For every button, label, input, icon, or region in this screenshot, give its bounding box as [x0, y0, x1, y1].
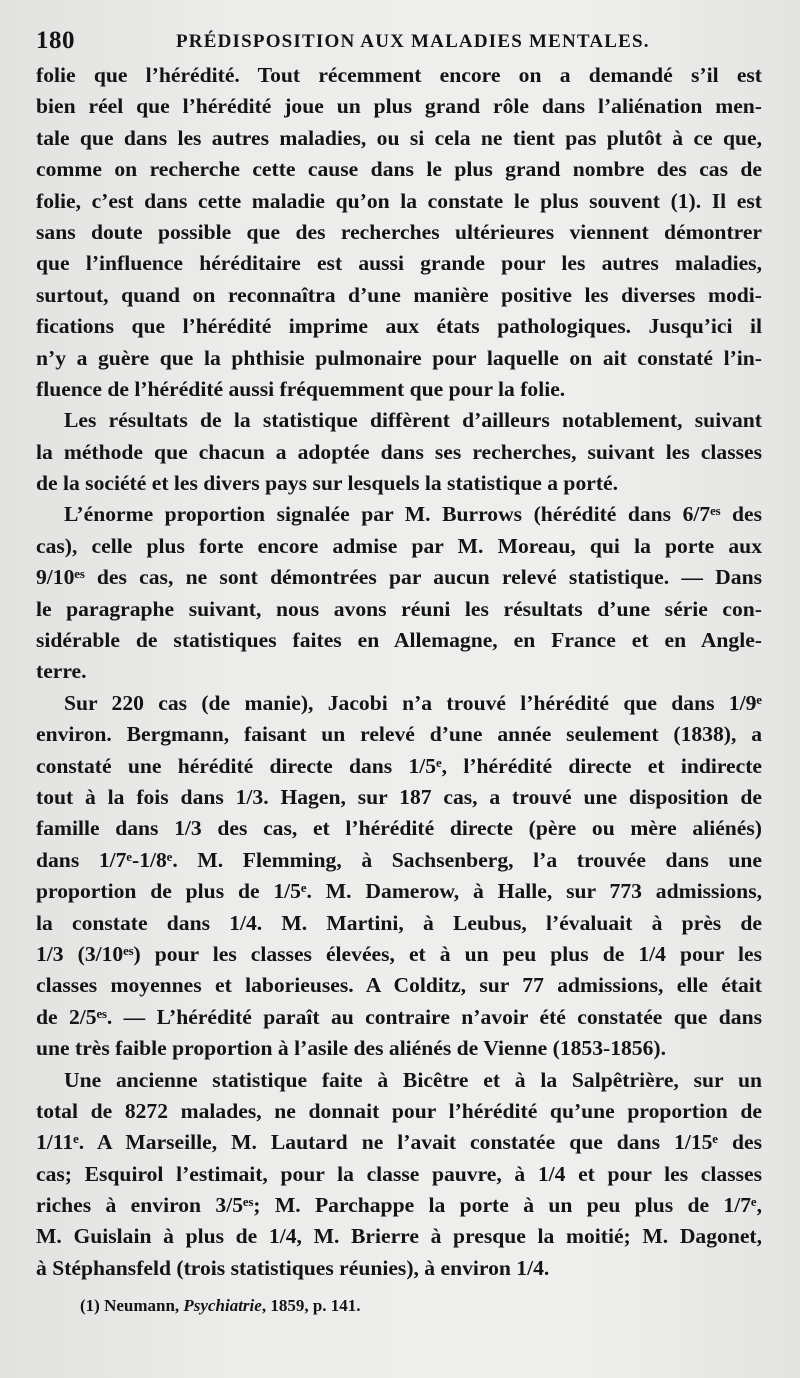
text-line: cas; Esquirol l’estimait, pour la classe pauvre, à 1/4 et pour les classes [36, 1161, 762, 1186]
text-line: dans 1/7ᵉ-1/8ᵉ. M. Flemming, à Sachsenberg, l’a trouvée dans une [36, 847, 762, 872]
footnote-marker: (1) Neumann, [80, 1296, 184, 1315]
text-line: 1/3 (3/10ᵉˢ) pour les classes élevées, et à un peu plus de 1/4 pour les [36, 941, 762, 966]
text-line: bien réel que l’hérédité joue un plus grand rôle dans l’aliénation men- [36, 94, 762, 119]
running-title: PRÉDISPOSITION AUX MALADIES MENTALES. [176, 31, 650, 52]
text-line: constaté une hérédité directe dans 1/5ᵉ, l’hérédité directe et indirecte [36, 753, 762, 778]
text-line: famille dans 1/3 des cas, et l’hérédité directe (père ou mère aliénés) [36, 816, 762, 841]
text-line: que l’influence héréditaire est aussi grande pour les autres maladies, [36, 251, 762, 276]
text-line: la méthode que chacun a adoptée dans ses recherches, suivant les classes [36, 439, 762, 464]
text-line: de 2/5ᵉˢ. — L’hérédité paraît au contraire n’avoir été constatée que dans [36, 1004, 762, 1029]
text-line: sans doute possible que des recherches ultérieures viennent démontrer [36, 219, 762, 244]
text-line: comme on recherche cette cause dans le plus grand nombre des cas de [36, 157, 762, 182]
text-line: n’y a guère que la phthisie pulmonaire pour laquelle on ait constaté l’in- [36, 345, 762, 370]
text-line: Les résultats de la statistique diffèrent d’ailleurs notablement, suivant [64, 408, 762, 433]
text-line: folie, c’est dans cette maladie qu’on la constate le plus souvent (1). Il est [36, 188, 762, 213]
footnote-rest: , 1859, p. 141. [261, 1296, 361, 1315]
text-line: environ. Bergmann, faisant un relevé d’une année seulement (1838), a [36, 722, 762, 747]
text-line: Sur 220 cas (de manie), Jacobi n’a trouvé l’hérédité que dans 1/9ᵉ [64, 690, 762, 715]
footnote [80, 1292, 780, 1320]
text-line: sidérable de statistiques faites en Allemagne, en France et en Angle- [36, 628, 762, 653]
text-line: Une ancienne statistique faite à Bicêtre et à la Salpêtrière, sur un [64, 1067, 762, 1092]
text-line: à Stéphansfeld (trois statistiques réunies), à environ 1/4. [36, 1255, 550, 1280]
text-line: total de 8272 malades, ne donnait pour l’hérédité qu’une proportion de [36, 1098, 762, 1123]
text-line: 1/11ᵉ. A Marseille, M. Lautard ne l’avait constatée que dans 1/15ᵉ des [36, 1130, 762, 1155]
text-line: tout à la fois dans 1/3. Hagen, sur 187 cas, a trouvé une disposition de [36, 784, 762, 809]
text-line: fluence de l’hérédité aussi fréquemment que pour la folie. [36, 376, 566, 401]
footnote-title: Psychiatrie [183, 1296, 262, 1315]
page-number: 180 [36, 27, 75, 54]
text-line: riches à environ 3/5ᵉˢ; M. Parchappe la porte à un peu plus de 1/7ᵉ, [36, 1193, 762, 1218]
text-line: de la société et les divers pays sur lesquels la statistique a porté. [36, 471, 618, 496]
text-line: classes moyennes et laborieuses. A Colditz, sur 77 admissions, elle était [36, 973, 762, 998]
text-line: fications que l’hérédité imprime aux états pathologiques. Jusqu’ici il [36, 314, 762, 339]
text-line: folie que l’hérédité. Tout récemment encore on a demandé s’il est [36, 63, 762, 87]
text-line: cas), celle plus forte encore admise par M. Moreau, qui la porte aux [36, 533, 762, 558]
text-line: une très faible proportion à l’asile des aliénés de Vienne (1853-1856). [36, 1036, 666, 1061]
text-line: tale que dans les autres maladies, ou si cela ne tient pas plutôt à ce que, [36, 125, 762, 150]
text-line: proportion de plus de 1/5ᵉ. M. Damerow, à Halle, sur 773 admissions, [36, 879, 762, 904]
page-header [36, 27, 782, 59]
text-line: 9/10ᵉˢ des cas, ne sont démontrées par aucun relevé statistique. — Dans [36, 565, 762, 590]
text-line: surtout, quand on reconnaîtra d’une manière positive les diverses modi- [36, 282, 762, 307]
text-line: M. Guislain à plus de 1/4, M. Brierre à presque la moitié; M. Dagonet, [36, 1224, 762, 1249]
body-text [36, 60, 762, 1284]
text-line: terre. [36, 659, 87, 684]
text-line: L’énorme proportion signalée par M. Burrows (hérédité dans 6/7ᵉˢ des [64, 502, 762, 527]
text-line: le paragraphe suivant, nous avons réuni les résultats d’une série con- [36, 596, 762, 621]
text-line: la constate dans 1/4. M. Martini, à Leubus, l’évaluait à près de [36, 910, 762, 935]
